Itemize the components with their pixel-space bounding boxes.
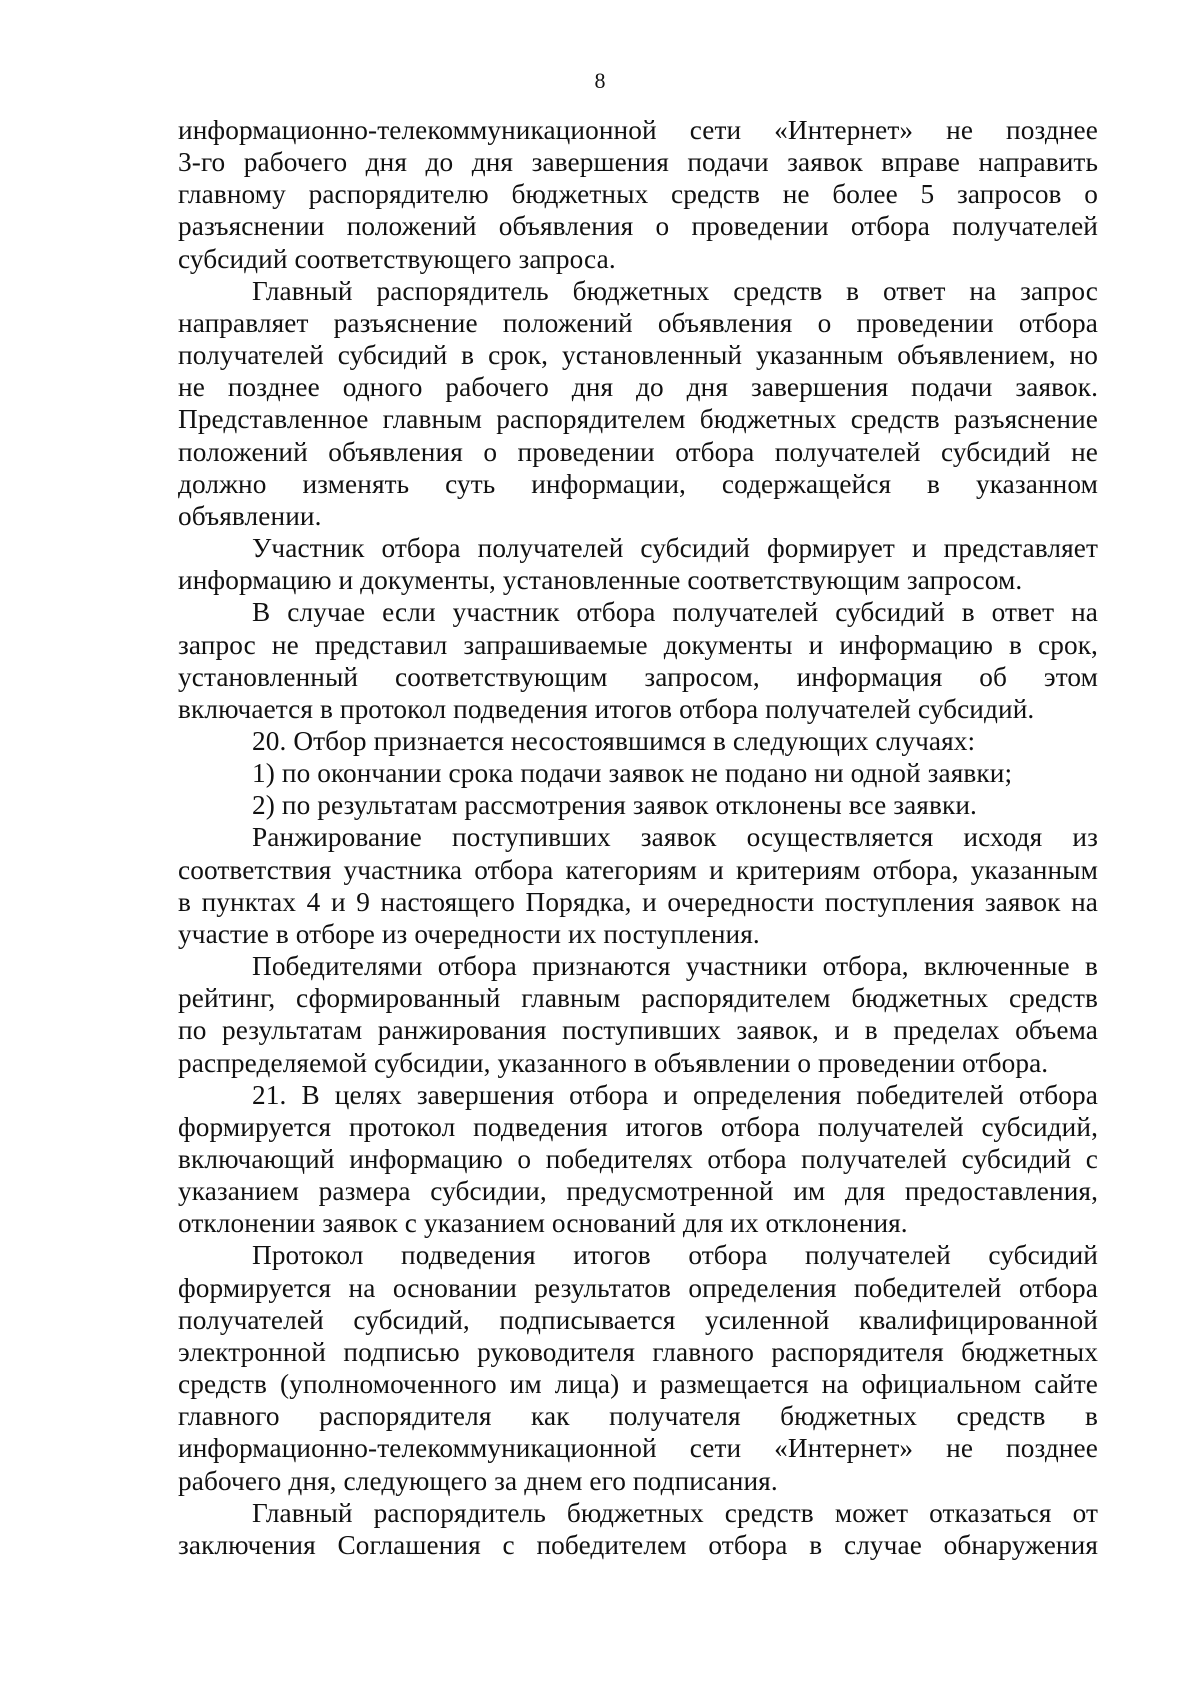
paragraph xyxy=(178,532,1098,596)
text-line: Представленное главным распорядителем бюджетных средств разъяснение xyxy=(178,404,1098,435)
paragraph xyxy=(178,821,1098,950)
text-line: рейтинг, сформированный главным распорядителем бюджетных средств xyxy=(178,983,1098,1014)
text-line: формируется протокол подведения итогов отбора получателей субсидий, xyxy=(178,1111,1098,1142)
text-line: субсидий соответствующего запроса. xyxy=(178,243,616,274)
text-line: объявлении. xyxy=(178,500,322,531)
text-line: 20. Отбор признается несостоявшимся в следующих случаях: xyxy=(252,725,976,756)
text-line: Участник отбора получателей субсидий формирует и представляет xyxy=(252,533,1098,564)
text-line: включается в протокол подведения итогов отбора получателей субсидий. xyxy=(178,693,1035,724)
paragraph xyxy=(178,275,1098,532)
text-line: 21. В целях завершения отбора и определения победителей отбора xyxy=(252,1079,1098,1110)
text-line: 1) по окончании срока подачи заявок не подано ни одной заявки; xyxy=(252,758,1013,789)
text-line: установленный соответствующим запросом, информация об этом xyxy=(178,661,1098,692)
text-line: Главный распорядитель бюджетных средств может отказаться от xyxy=(252,1497,1098,1528)
text-line: соответствия участника отбора категориям и критериям отбора, указанным xyxy=(178,854,1098,885)
text-line: указанием размера субсидии, предусмотренной им для предоставления, xyxy=(178,1176,1098,1207)
paragraph xyxy=(178,950,1098,1079)
text-line: распределяемой субсидии, указанного в объявлении о проведении отбора. xyxy=(178,1047,1049,1078)
document-body xyxy=(178,114,1098,1561)
text-line: средств (уполномоченного им лица) и размещается на официальном сайте xyxy=(178,1369,1098,1400)
text-line: формируется на основании результатов определения победителей отбора xyxy=(178,1272,1098,1303)
text-line: разъяснении положений объявления о проведении отбора получателей xyxy=(178,211,1098,242)
paragraph xyxy=(178,725,1098,757)
text-line: положений объявления о проведении отбора получателей субсидий не xyxy=(178,436,1098,467)
text-line: информационно-телекоммуникационной сети «Интернет» не позднее xyxy=(178,1433,1098,1464)
text-line: участие в отборе из очередности их поступления. xyxy=(178,918,760,949)
text-line: получателей субсидий, подписывается усиленной квалифицированной xyxy=(178,1304,1098,1335)
list-item xyxy=(178,757,1098,789)
text-line: не позднее одного рабочего дня до дня завершения подачи заявок. xyxy=(178,372,1098,403)
text-line: по результатам ранжирования поступивших заявок, и в пределах объема xyxy=(178,1015,1098,1046)
text-line: в пунктах 4 и 9 настоящего Порядка, и очередности поступления заявок на xyxy=(178,886,1098,917)
text-line: В случае если участник отбора получателей субсидий в ответ на xyxy=(252,597,1098,628)
paragraph xyxy=(178,1239,1098,1496)
text-line: электронной подписью руководителя главного распорядителя бюджетных xyxy=(178,1336,1098,1367)
text-line: Главный распорядитель бюджетных средств в ответ на запрос xyxy=(252,275,1098,306)
text-line: главному распорядителю бюджетных средств не более 5 запросов о xyxy=(178,179,1098,210)
paragraph xyxy=(178,596,1098,725)
text-line: 2) по результатам рассмотрения заявок отклонены все заявки. xyxy=(252,790,977,821)
text-line: главного распорядителя как получателя бюджетных средств в xyxy=(178,1401,1098,1432)
text-line: Победителями отбора признаются участники отбора, включенные в xyxy=(252,951,1098,982)
text-line: запрос не представил запрашиваемые документы и информацию в срок, xyxy=(178,629,1098,660)
text-line: включающий информацию о победителях отбора получателей субсидий с xyxy=(178,1144,1098,1174)
text-line: должно изменять суть информации, содержащейся в указанном xyxy=(178,468,1098,499)
text-line: информацию и документы, установленные соответствующим запросом. xyxy=(178,565,1023,596)
list-item xyxy=(178,789,1098,821)
paragraph xyxy=(178,1497,1098,1561)
paragraph xyxy=(178,114,1098,275)
paragraph xyxy=(178,1079,1098,1240)
text-line: направляет разъяснение положений объявления о проведении отбора xyxy=(178,307,1098,338)
text-line: отклонении заявок с указанием оснований для их отклонения. xyxy=(178,1208,908,1239)
text-line: информационно-телекоммуникационной сети «Интернет» не позднее xyxy=(178,115,1098,145)
page-number: 8 xyxy=(594,68,606,93)
text-line: 3-го рабочего дня до дня завершения подачи заявок вправе направить xyxy=(178,147,1098,178)
text-line: Протокол подведения итогов отбора получателей субсидий xyxy=(252,1240,1098,1271)
text-line: заключения Соглашения с победителем отбора в случае обнаружения xyxy=(178,1529,1098,1560)
text-line: рабочего дня, следующего за днем его подписания. xyxy=(178,1465,778,1496)
text-line: Ранжирование поступивших заявок осуществляется исходя из xyxy=(252,822,1098,853)
text-line: получателей субсидий в срок, установленный указанным объявлением, но xyxy=(178,340,1098,371)
